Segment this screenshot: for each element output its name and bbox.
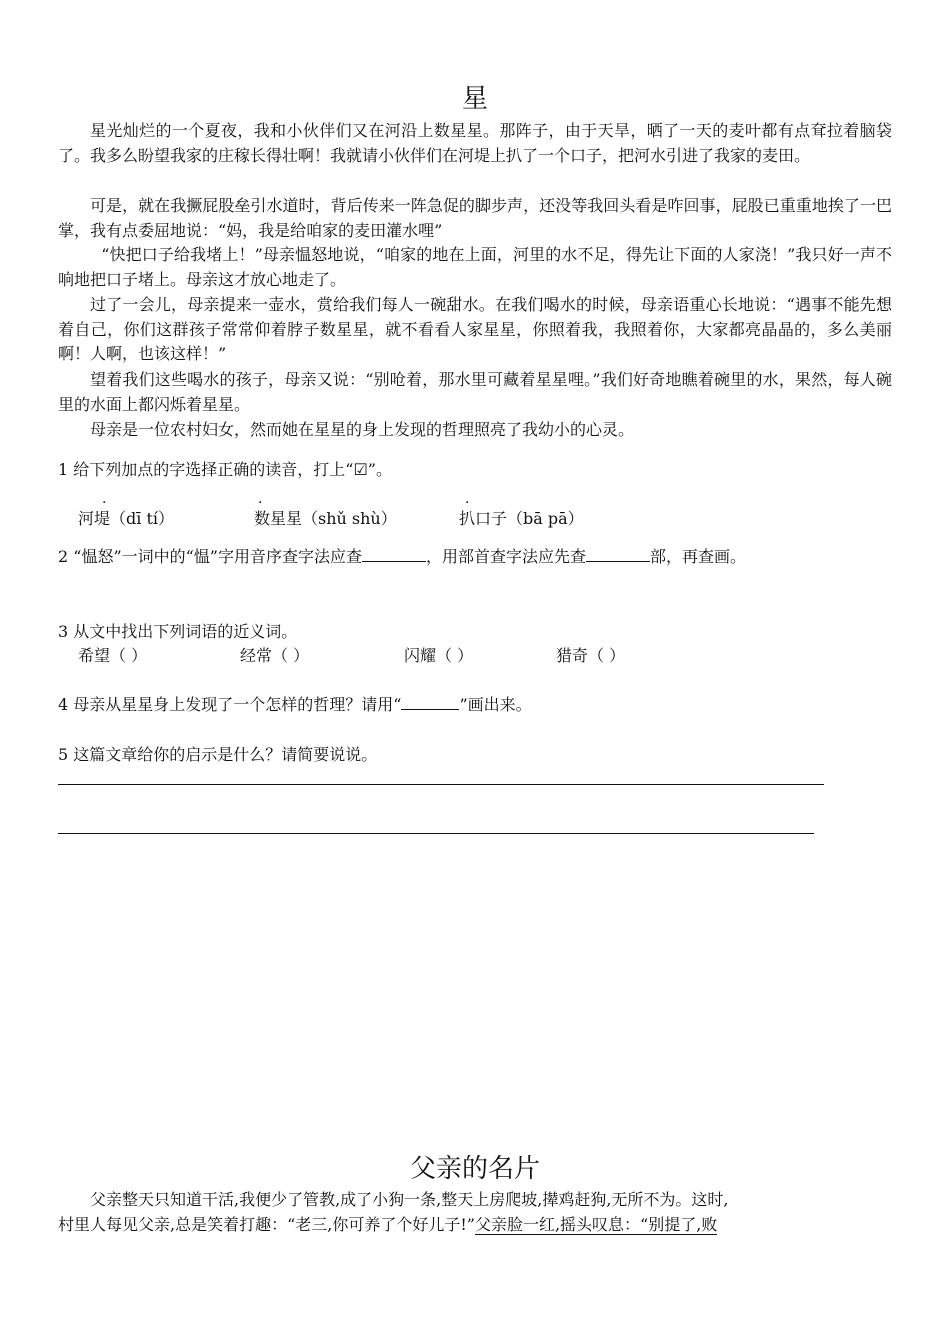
story1-paragraph-6: 母亲是一位农村妇女，然而她在星星的身上发现的哲理照亮了我幼小的心灵。 bbox=[90, 420, 635, 439]
q2-blank-1[interactable] bbox=[362, 547, 426, 562]
story1-title: 星 bbox=[461, 84, 488, 114]
q1-item-bakouzi: . 扒口子（bā pā） bbox=[459, 491, 584, 528]
story1-paragraph-5: 望着我们这些喝水的孩子，母亲又说：“别呛着，那水里可藏着星星哩。”我们好奇地瞧着碗里的水，果然，每人碗里的水面上都闪烁着星星。 bbox=[58, 370, 892, 414]
q3-item-lieqi: 猎奇（ ） bbox=[556, 646, 626, 665]
story1-paragraph-1: 星光灿烂的一个夏夜，我和小伙伴们又在河沿上数星星。那阵子，由于天旱，晒了一天的麦叶都有点耷拉着脑袋了。我多么盼望我家的庄稼长得壮啊！我就请小伙伴们在河堤上扒了一个口子，把河水引进了我家的麦田。 bbox=[58, 121, 892, 165]
q3-item-jingchang: 经常（ ） bbox=[240, 646, 310, 665]
question-3-items bbox=[78, 643, 778, 669]
q1-item-hedi: . 河堤（dī tí） bbox=[78, 491, 174, 528]
question-1: 1 给下列加点的字选择正确的读音，打上“☑”。 bbox=[58, 460, 392, 479]
emphasis-dot: . bbox=[465, 491, 470, 507]
emphasis-dot: . bbox=[102, 491, 107, 507]
question-4: 4 母亲从星星身上发现了一个怎样的哲理？请用“ ”画出来。 bbox=[58, 695, 532, 714]
story2-title: 父亲的名片 bbox=[409, 1154, 540, 1184]
question-1-items bbox=[78, 491, 778, 532]
question-2: 2 “愠怒”一词中的“愠”字用音序查字法应查 ，用部首查字法应先查 部，再查画。 bbox=[58, 547, 747, 566]
q4-underline-sample bbox=[401, 695, 459, 710]
question-5: 5 这篇文章给你的启示是什么？请简要说说。 bbox=[58, 745, 378, 764]
q3-item-xiwang: 希望（ ） bbox=[78, 646, 148, 665]
q3-item-shanyao: 闪耀（ ） bbox=[404, 646, 474, 665]
underlined-sentence: 父亲脸一红,摇头叹息：“别提了,败 bbox=[474, 1214, 718, 1234]
emphasis-dot: . bbox=[258, 491, 263, 507]
story1-paragraph-4: 过了一会儿，母亲提来一壶水，赏给我们每人一碗甜水。在我们喝水的时候，母亲语重心长地说：“遇事不能先想着自己，你们这群孩子常常仰着脖子数星星，就不看看人家星星，你照着我，我照着你，大家都亮晶晶的，多么美丽啊！人啊，也该这样！” bbox=[58, 295, 892, 363]
answer-line-1[interactable] bbox=[58, 784, 824, 785]
question-3: 3 从文中找出下列词语的近义词。 bbox=[58, 622, 298, 641]
story2-paragraph-1: 父亲整天只知道干活,我便少了管教,成了小狗一条,整天上房爬坡,撵鸡赶狗,无所不为。这时, 村里人每见父亲,总是笑着打趣：“老三,你可养了个好儿子!”父亲脸一红,摇头叹息：“别提了,败 bbox=[58, 1190, 729, 1234]
story1-paragraph-3: “快把口子给我堵上！”母亲愠怒地说，“咱家的地在上面，河里的水不足，得先让下面的人家浇！”我只好一声不响地把口子堵上。母亲这才放心地走了。 bbox=[58, 245, 892, 289]
answer-line-2[interactable] bbox=[58, 833, 814, 834]
q2-blank-2[interactable] bbox=[586, 547, 650, 562]
q1-item-shuxingxing: . 数星星（shǔ shù） bbox=[254, 491, 397, 528]
story1-paragraph-2: 可是，就在我撅屁股垒引水道时，背后传来一阵急促的脚步声，还没等我回头看是咋回事，屁股已重重地挨了一巴掌，我有点委屈地说：“妈，我是给咱家的麦田灌水哩” bbox=[58, 196, 892, 240]
